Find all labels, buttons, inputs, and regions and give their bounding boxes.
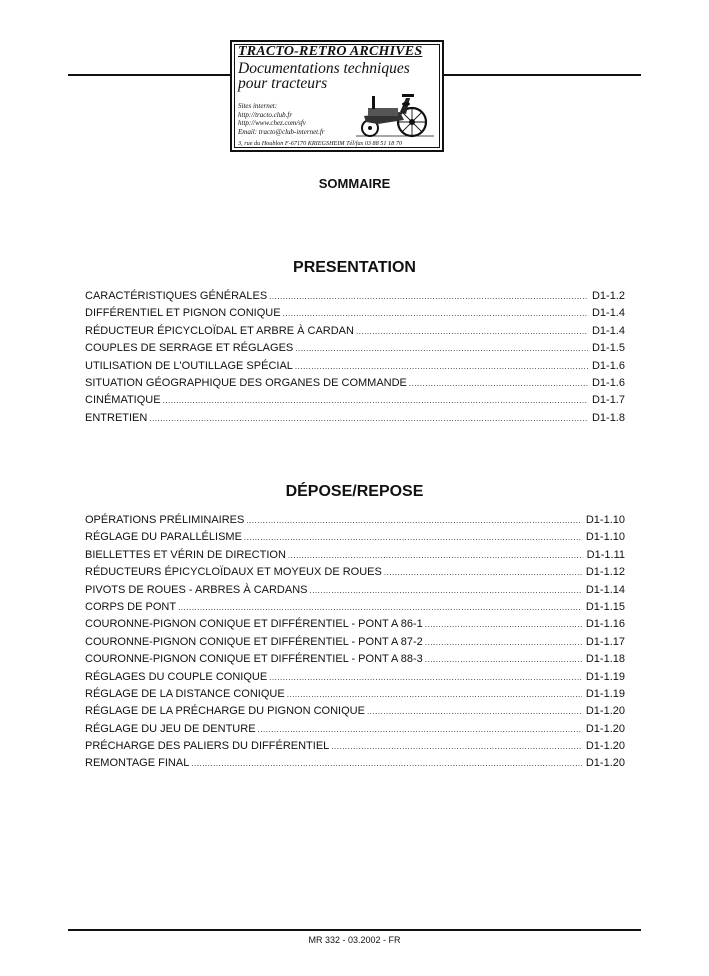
toc-entry[interactable] — [85, 394, 625, 411]
stamp-title: TRACTO-RETRO ARCHIVES — [238, 44, 423, 59]
toc-entry[interactable] — [85, 549, 625, 566]
toc-leader-dots — [310, 586, 582, 595]
section-title-depose-repose: DÉPOSE/REPOSE — [285, 483, 424, 500]
toc-leader-dots — [295, 362, 588, 371]
toc-entry-label: SITUATION GÉOGRAPHIQUE DES ORGANES DE COMMANDE — [85, 376, 407, 389]
toc-entry-label: CORPS DE PONT — [85, 600, 177, 613]
toc-leader-dots — [356, 327, 588, 336]
toc-entry[interactable] — [85, 412, 625, 429]
toc-entry[interactable] — [85, 325, 625, 342]
toc-entry-page: D1-1.11 — [586, 548, 625, 561]
toc-entry-label: UTILISATION DE L'OUTILLAGE SPÉCIAL — [85, 359, 293, 372]
sommaire-title: SOMMAIRE — [318, 176, 391, 191]
stamp-subtitle-line1: Documentations techniques — [238, 60, 410, 77]
toc-entry-label: OPÉRATIONS PRÉLIMINAIRES — [85, 514, 245, 526]
toc-leader-dots — [384, 568, 582, 577]
toc-entry[interactable] — [85, 514, 625, 531]
toc-entry-page: D1-1.19 — [585, 687, 625, 700]
toc-entry-label: COURONNE-PIGNON CONIQUE ET DIFFÉRENTIEL - PONT A 88-3 — [85, 653, 423, 666]
toc-entry-page: D1-1.20 — [585, 722, 625, 735]
toc-entry[interactable] — [85, 671, 625, 688]
toc-entry-page: D1-1.2 — [591, 290, 625, 302]
toc-entry-page: D1-1.20 — [585, 757, 625, 770]
archive-stamp — [230, 40, 444, 152]
section-title-presentation: PRESENTATION — [293, 259, 416, 276]
toc-entry-page: D1-1.10 — [585, 531, 625, 544]
toc-leader-dots — [163, 396, 588, 405]
toc-leader-dots — [246, 516, 582, 525]
toc-entry-page: D1-1.4 — [591, 307, 625, 320]
toc-entry-label: COUPLES DE SERRAGE ET RÉGLAGES — [85, 342, 294, 355]
toc-entry[interactable] — [85, 705, 625, 722]
toc-leader-dots — [425, 620, 582, 629]
toc-entry-label: BIELLETTES ET VÉRIN DE DIRECTION — [85, 548, 286, 561]
toc-entry-page: D1-1.20 — [585, 740, 625, 753]
stamp-contact-info — [238, 102, 325, 136]
toc-entry-label: REMONTAGE FINAL — [85, 757, 190, 770]
toc-entry-label: RÉGLAGE DE LA DISTANCE CONIQUE — [85, 687, 285, 700]
toc-entry-label: ENTRETIEN — [85, 411, 148, 424]
toc-entry-page: D1-1.17 — [585, 635, 625, 648]
toc-entry[interactable] — [85, 377, 625, 394]
stamp-site-2: http://www.chez.com/sfv — [238, 119, 306, 127]
toc-entry[interactable] — [85, 342, 625, 359]
toc-entry-label: CINÉMATIQUE — [85, 394, 161, 407]
toc-leader-dots — [244, 533, 582, 542]
toc-leader-dots — [287, 690, 582, 699]
toc-entry-label: RÉGLAGE DU PARALLÉLISME — [85, 531, 242, 544]
header-rule-left — [68, 74, 230, 76]
toc-entry-page: D1-1.16 — [585, 618, 625, 631]
footer-rule — [68, 929, 641, 931]
toc-entry[interactable] — [85, 307, 625, 324]
toc-entry-label: CARACTÉRISTIQUES GÉNÉRALES — [85, 290, 268, 302]
header-rule-right — [444, 74, 641, 76]
toc-entry[interactable] — [85, 740, 625, 757]
toc-entry[interactable] — [85, 584, 625, 601]
toc-entry-page: D1-1.4 — [591, 324, 625, 337]
toc-entry-page: D1-1.7 — [591, 394, 625, 407]
toc-entry-page: D1-1.15 — [585, 600, 625, 613]
toc-leader-dots — [409, 379, 588, 388]
toc-entry-label: RÉGLAGES DU COUPLE CONIQUE — [85, 670, 268, 683]
toc-entry-label: RÉGLAGE DU JEU DE DENTURE — [85, 722, 256, 735]
toc-leader-dots — [191, 759, 582, 768]
toc-entry[interactable] — [85, 723, 625, 740]
toc-leader-dots — [269, 673, 582, 682]
toc-entry-label: PIVOTS DE ROUES - ARBRES À CARDANS — [85, 583, 308, 596]
toc-entry[interactable] — [85, 653, 625, 670]
toc-entry-label: RÉDUCTEURS ÉPICYCLOÏDAUX ET MOYEUX DE ROUES — [85, 566, 382, 579]
toc-entry-page: D1-1.18 — [585, 653, 625, 666]
stamp-email: Email: tracto@club-internet.fr — [238, 127, 325, 136]
toc-entry-page: D1-1.20 — [585, 705, 625, 718]
toc-entry-page: D1-1.10 — [585, 514, 625, 526]
toc-entry[interactable] — [85, 636, 625, 653]
toc-entry-page: D1-1.6 — [591, 359, 625, 372]
toc-entry-page: D1-1.5 — [591, 342, 625, 355]
toc-leader-dots — [283, 309, 588, 318]
toc-entry-page: D1-1.14 — [585, 583, 625, 596]
toc-entry-label: DIFFÉRENTIEL ET PIGNON CONIQUE — [85, 307, 281, 320]
toc-leader-dots — [425, 655, 582, 664]
footer-reference: MR 332 - 03.2002 - FR — [308, 935, 401, 945]
toc-entry[interactable] — [85, 290, 625, 307]
toc-leader-dots — [258, 725, 582, 734]
toc-entry-page: D1-1.6 — [591, 376, 625, 389]
toc-leader-dots — [425, 638, 582, 647]
toc-entry-label: COURONNE-PIGNON CONIQUE ET DIFFÉRENTIEL - PONT A 87-2 — [85, 635, 423, 648]
toc-entry-label: RÉDUCTEUR ÉPICYCLOÏDAL ET ARBRE À CARDAN — [85, 324, 354, 337]
toc-entry[interactable] — [85, 360, 625, 377]
toc-list-depose-repose — [85, 514, 625, 775]
toc-entry[interactable] — [85, 688, 625, 705]
toc-entry-label: RÉGLAGE DE LA PRÉCHARGE DU PIGNON CONIQUE — [85, 705, 365, 718]
toc-entry[interactable] — [85, 601, 625, 618]
toc-leader-dots — [149, 414, 588, 423]
toc-leader-dots — [178, 603, 582, 612]
toc-leader-dots — [288, 551, 583, 560]
stamp-subtitle-line2: pour tracteurs — [238, 75, 328, 92]
toc-entry[interactable] — [85, 757, 625, 774]
toc-entry[interactable] — [85, 566, 625, 583]
toc-entry[interactable] — [85, 531, 625, 548]
toc-leader-dots — [295, 344, 588, 353]
toc-leader-dots — [367, 707, 582, 716]
stamp-sites-label: Sites internet: — [238, 102, 278, 110]
tractor-icon — [354, 86, 438, 138]
toc-list-presentation — [85, 290, 625, 429]
toc-entry-page: D1-1.8 — [591, 411, 625, 424]
stamp-address: 3, rue du Houblon F-67170 KRIEGSHEIM Tél/fax 03 88 51 18 70 — [238, 140, 402, 147]
toc-leader-dots — [331, 742, 582, 751]
toc-entry[interactable] — [85, 618, 625, 635]
toc-entry-label: COURONNE-PIGNON CONIQUE ET DIFFÉRENTIEL - PONT A 86-1 — [85, 618, 423, 631]
toc-leader-dots — [269, 292, 588, 301]
stamp-site-1: http://tracto.club.fr — [238, 110, 293, 119]
toc-entry-page: D1-1.19 — [585, 670, 625, 683]
toc-entry-page: D1-1.12 — [585, 566, 625, 579]
toc-entry-label: PRÉCHARGE DES PALIERS DU DIFFÉRENTIEL — [85, 740, 330, 753]
